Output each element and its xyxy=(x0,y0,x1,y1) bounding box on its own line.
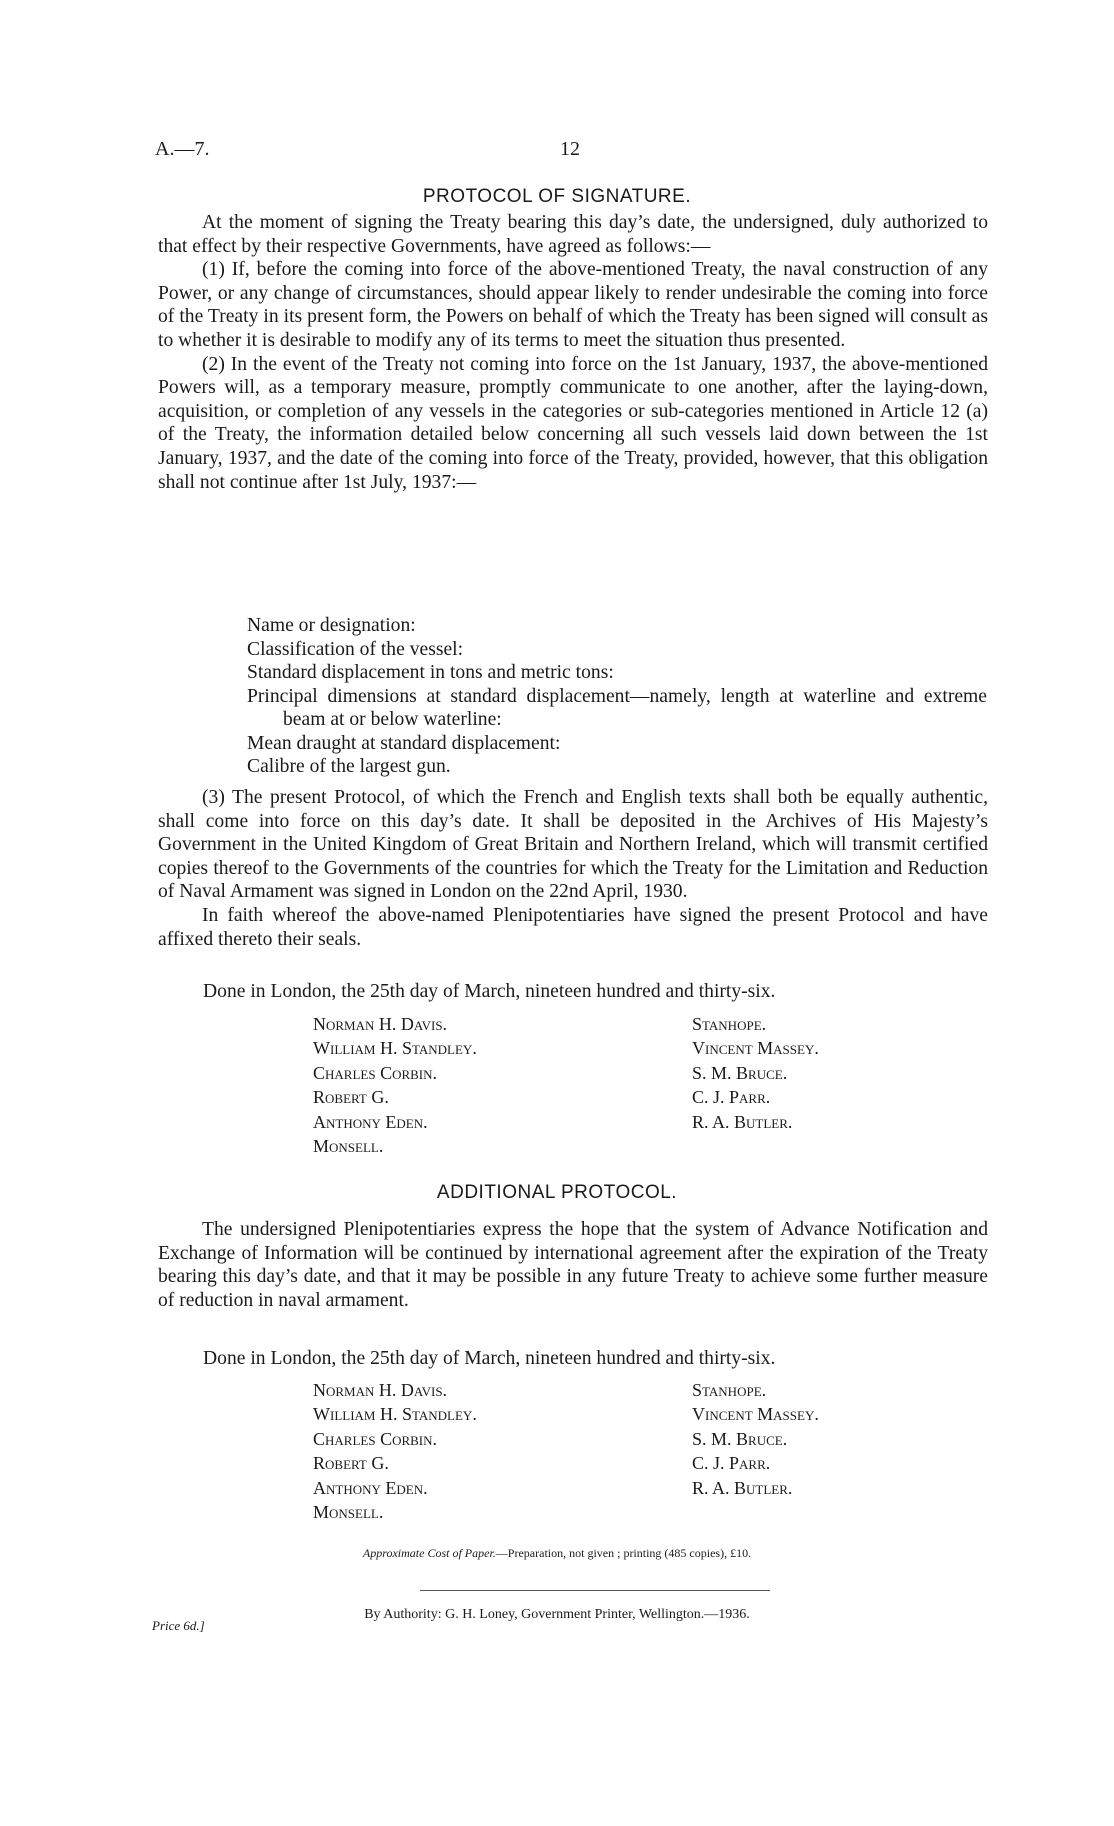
intro-paragraph: At the moment of signing the Treaty bearing this day’s date, the undersigned, duly authorized to that effect by their respective Governments, have agreed as follows:— xyxy=(158,212,988,257)
paragraph-2: (2) In the event of the Treaty not coming into force on the 1st January, 1937, the above-mentioned Powers will, as a temporary measure, promptly communicate to one another, after the laying-down, acquisition, or completion of any vessels in the categories or sub-categories mentioned in Article 12 (a) of the Treaty, the information detailed below concerning all such vessels laid down between the 1st January, 1937, and the date of the coming into force of the Treaty, provided, however, that this obligation shall not continue after 1st July, 1937:— xyxy=(158,353,988,493)
done-in-london-line: Done in London, the 25th day of March, nineteen hundred and thirty-six. xyxy=(203,981,776,1002)
list-item: Mean draught at standard displacement: xyxy=(247,732,561,754)
list-item: Name or designation: xyxy=(247,615,416,636)
printer-imprint: By Authority: G. H. Loney, Government Printer, Wellington.—1936. xyxy=(364,1607,750,1622)
signature: S. M. Bruce. xyxy=(692,1062,788,1083)
additional-signatures-right-column xyxy=(692,1378,819,1500)
additional-protocol-body xyxy=(158,1218,988,1312)
signature: Charles Corbin. xyxy=(313,1428,438,1449)
document-reference: A.—7. xyxy=(155,138,210,160)
paragraph-3: (3) The present Protocol, of which the French and English texts shall both be equally authentic, shall come into force on this day’s date. It shall be deposited in the Archives of His Majesty’s Government in the United Kingdom of Great Britain and Northern Ireland, which will transmit certified copies thereof to the Governments of the countries for which the Treaty for the Limitation and Reduction of Naval Armament was signed in London on the 22nd April, 1930. xyxy=(158,787,988,903)
additional-signatures-left-column xyxy=(313,1378,477,1524)
signature: Monsell. xyxy=(313,1136,384,1157)
protocol-heading: PROTOCOL OF SIGNATURE. xyxy=(422,186,692,207)
signature: Charles Corbin. xyxy=(313,1062,438,1083)
cost-text: —Preparation, not given ; printing (485 copies), £10. xyxy=(495,1546,752,1560)
signatures-right-column xyxy=(692,1012,819,1134)
footer-divider xyxy=(420,1590,770,1591)
signature: C. J. Parr. xyxy=(692,1087,771,1108)
signature: R. A. Butler. xyxy=(692,1111,793,1132)
signature: Anthony Eden. xyxy=(313,1111,428,1132)
signature: Stanhope. xyxy=(692,1380,767,1400)
list-item: Principal dimensions at standard displacement—namely, length at waterline and extreme beam at or below waterline: xyxy=(247,685,987,730)
paragraph-1: (1) If, before the coming into force of the above-mentioned Treaty, the naval construction of any Power, or any change of circumstances, should appear likely to render undesirable the coming into force of the Treaty in its present form, the Powers on behalf of which the Treaty has been signed will consult as to whether it is desirable to modify any of its terms to meet the situation thus presented. xyxy=(158,259,988,351)
signature: Norman H. Davis. xyxy=(313,1014,448,1034)
signature: William H. Standley. xyxy=(313,1038,477,1059)
signature: S. M. Bruce. xyxy=(692,1428,788,1449)
signature: Vincent Massey. xyxy=(692,1404,819,1425)
faith-paragraph: In faith whereof the above-named Plenipotentiaries have signed the present Protocol and have affixed thereto their seals. xyxy=(158,904,988,950)
list-item: Standard displacement in tons and metric tons: xyxy=(247,662,614,683)
page-number: 12 xyxy=(560,138,580,160)
protocol-body-part1 xyxy=(158,211,988,494)
signature: Monsell. xyxy=(313,1502,384,1523)
approximate-cost-line xyxy=(0,1546,1114,1561)
signature: R. A. Butler. xyxy=(692,1477,793,1498)
price-label: Price 6d.] xyxy=(152,1618,205,1633)
signature: Robert G. xyxy=(313,1087,389,1108)
signature: Anthony Eden. xyxy=(313,1477,428,1498)
cost-label: Approximate Cost of Paper. xyxy=(362,1546,496,1560)
list-item: Calibre of the largest gun. xyxy=(247,756,451,777)
signature: C. J. Parr. xyxy=(692,1453,771,1474)
protocol-body-part2 xyxy=(158,786,988,951)
signature: Stanhope. xyxy=(692,1014,767,1034)
signature: Vincent Massey. xyxy=(692,1038,819,1059)
additional-protocol-paragraph: The undersigned Plenipotentiaries express the hope that the system of Advance Notification and Exchange of Information will be continued by international agreement after the expiration of the Treaty bearing this day’s date, and that it may be possible in any future Treaty to achieve some further measure of reduction in naval armament. xyxy=(158,1219,988,1311)
signature: Norman H. Davis. xyxy=(313,1380,448,1400)
signature: Robert G. xyxy=(313,1453,389,1474)
list-item: Classification of the vessel: xyxy=(247,638,464,660)
additional-protocol-heading: ADDITIONAL PROTOCOL. xyxy=(436,1182,678,1203)
signature: William H. Standley. xyxy=(313,1404,477,1425)
signatures-left-column xyxy=(313,1012,477,1158)
additional-done-in-london-line: Done in London, the 25th day of March, nineteen hundred and thirty-six. xyxy=(203,1348,776,1369)
vessel-information-list xyxy=(247,614,987,779)
